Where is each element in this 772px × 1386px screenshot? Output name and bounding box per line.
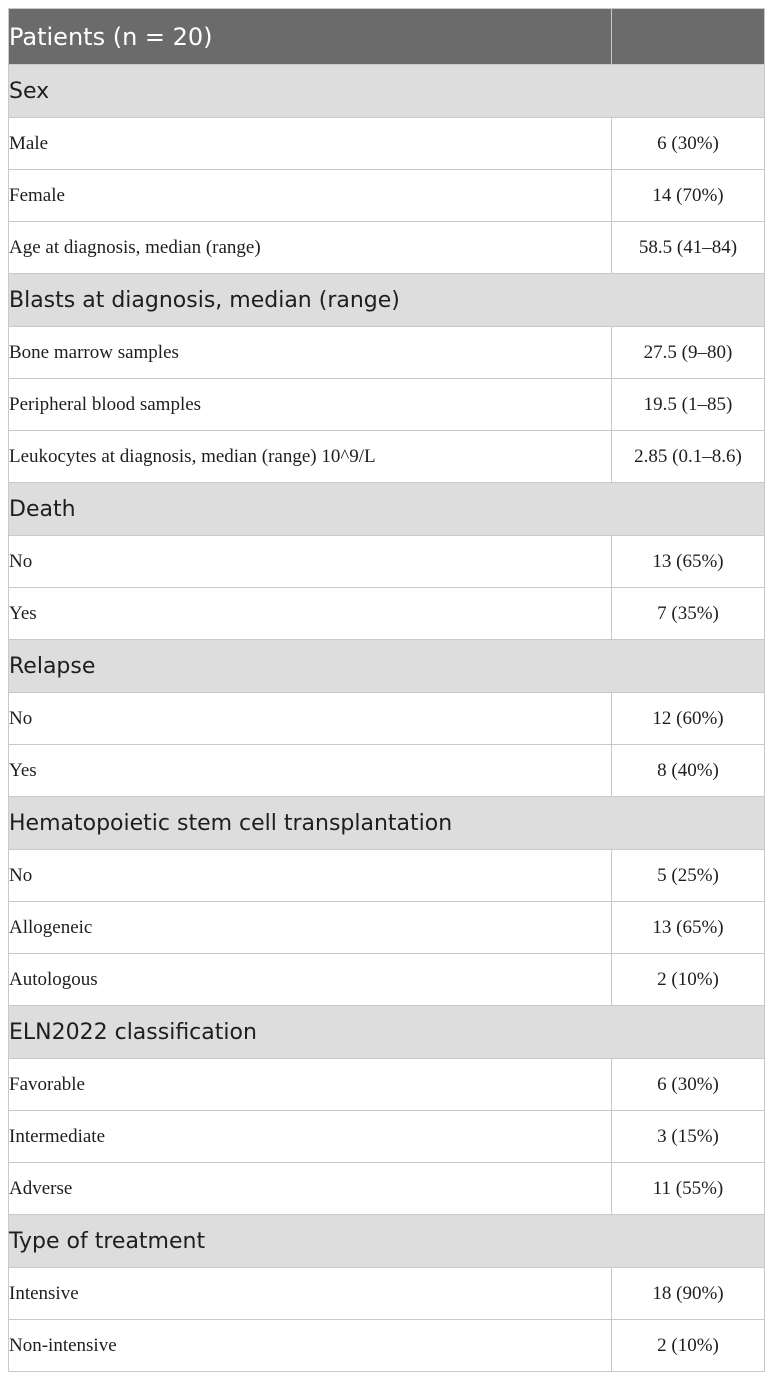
- table-header-row: [9, 9, 765, 65]
- table-title: Patients (n = 20): [9, 9, 612, 65]
- table-row: [9, 170, 765, 222]
- row-value: 14 (70%): [612, 170, 765, 222]
- table-row: [9, 850, 765, 902]
- row-value: 2 (10%): [612, 954, 765, 1006]
- row-label: Yes: [9, 745, 612, 797]
- row-label: Favorable: [9, 1059, 612, 1111]
- section-header-row: [9, 483, 765, 536]
- section-label: Relapse: [9, 640, 765, 693]
- section-header-row: [9, 1006, 765, 1059]
- section-header-row: [9, 797, 765, 850]
- row-label: Peripheral blood samples: [9, 379, 612, 431]
- row-label: Yes: [9, 588, 612, 640]
- table-row: [9, 379, 765, 431]
- row-value: 12 (60%): [612, 693, 765, 745]
- table-row: [9, 1111, 765, 1163]
- row-value: 6 (30%): [612, 1059, 765, 1111]
- section-header-row: [9, 65, 765, 118]
- row-label: Autologous: [9, 954, 612, 1006]
- row-value: 7 (35%): [612, 588, 765, 640]
- table-header-value-cell: [612, 9, 765, 65]
- section-label: Type of treatment: [9, 1215, 765, 1268]
- section-label: Death: [9, 483, 765, 536]
- row-label: Intensive: [9, 1268, 612, 1320]
- row-value: 19.5 (1–85): [612, 379, 765, 431]
- table-row: [9, 118, 765, 170]
- table-row: [9, 1320, 765, 1372]
- row-label: Allogeneic: [9, 902, 612, 954]
- table-row: [9, 222, 765, 274]
- row-value: 6 (30%): [612, 118, 765, 170]
- section-label: ELN2022 classification: [9, 1006, 765, 1059]
- row-value: 2.85 (0.1–8.6): [612, 431, 765, 483]
- table-row: [9, 693, 765, 745]
- row-label: Non-intensive: [9, 1320, 612, 1372]
- row-label: Female: [9, 170, 612, 222]
- row-value: 18 (90%): [612, 1268, 765, 1320]
- row-label: Bone marrow samples: [9, 327, 612, 379]
- row-label: No: [9, 693, 612, 745]
- row-value: 13 (65%): [612, 536, 765, 588]
- table-row: [9, 954, 765, 1006]
- table-row: [9, 1163, 765, 1215]
- table-row: [9, 327, 765, 379]
- table-row: [9, 431, 765, 483]
- table-row: [9, 902, 765, 954]
- row-label: Intermediate: [9, 1111, 612, 1163]
- row-value: 27.5 (9–80): [612, 327, 765, 379]
- table-row: [9, 536, 765, 588]
- row-label: Adverse: [9, 1163, 612, 1215]
- row-value: 11 (55%): [612, 1163, 765, 1215]
- table-row: [9, 745, 765, 797]
- row-value: 8 (40%): [612, 745, 765, 797]
- table-body: [9, 65, 765, 1372]
- table-row: [9, 1268, 765, 1320]
- section-label: Hematopoietic stem cell transplantation: [9, 797, 765, 850]
- row-label: Age at diagnosis, median (range): [9, 222, 612, 274]
- section-header-row: [9, 274, 765, 327]
- section-header-row: [9, 1215, 765, 1268]
- row-label: No: [9, 536, 612, 588]
- row-value: 58.5 (41–84): [612, 222, 765, 274]
- row-label: Male: [9, 118, 612, 170]
- table-row: [9, 1059, 765, 1111]
- row-value: 13 (65%): [612, 902, 765, 954]
- row-label: No: [9, 850, 612, 902]
- row-value: 3 (15%): [612, 1111, 765, 1163]
- row-value: 2 (10%): [612, 1320, 765, 1372]
- section-header-row: [9, 640, 765, 693]
- table-row: [9, 588, 765, 640]
- patient-characteristics-table: [8, 8, 765, 1372]
- row-value: 5 (25%): [612, 850, 765, 902]
- section-label: Blasts at diagnosis, median (range): [9, 274, 765, 327]
- section-label: Sex: [9, 65, 765, 118]
- row-label: Leukocytes at diagnosis, median (range) 10^9/L: [9, 431, 612, 483]
